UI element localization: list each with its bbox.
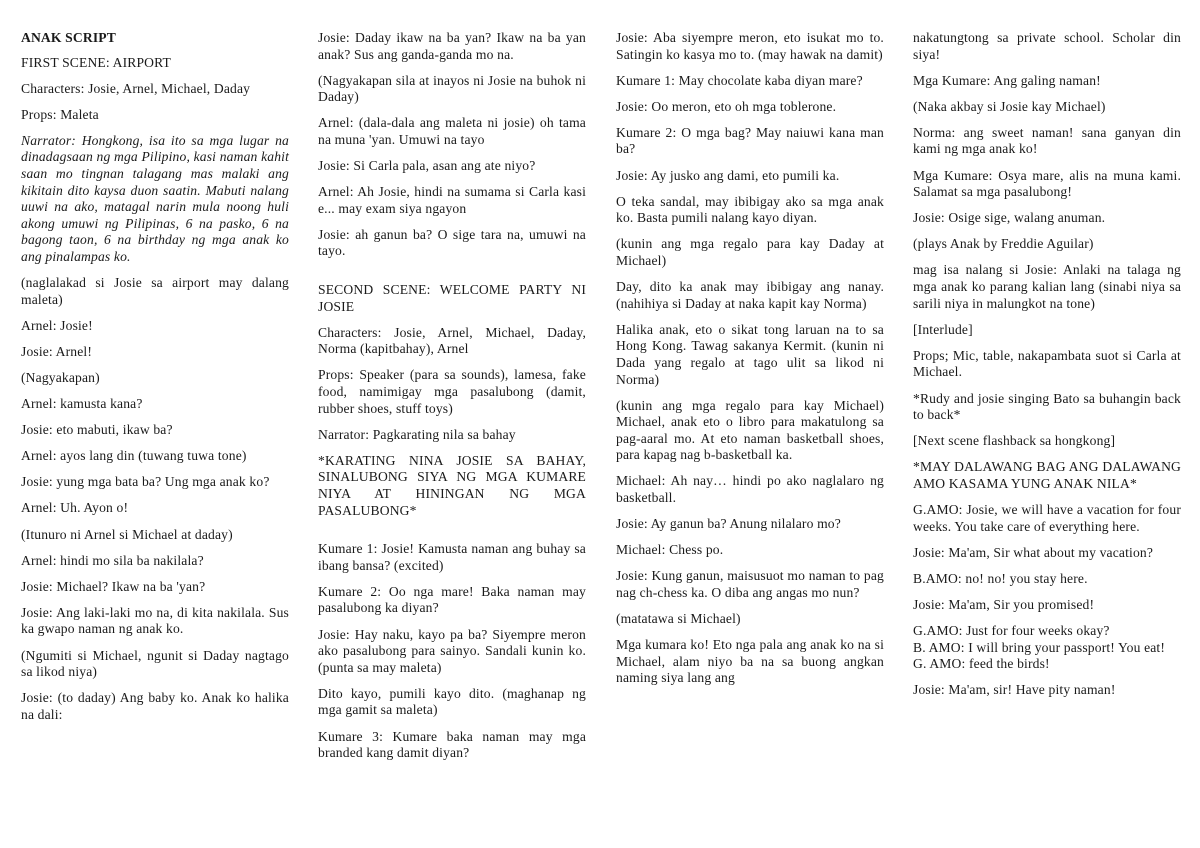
dialogue-line: nakatungtong sa private school. Scholar din siya! xyxy=(913,30,1181,62)
dialogue-line: Josie: Osige sige, walang anuman. xyxy=(913,210,1106,226)
dialogue-line: Kumare 1: May chocolate kaba diyan mare? xyxy=(616,72,863,88)
dialogue-line: Michael: Ah nay… hindi po ako naglalaro ng basketball. xyxy=(616,473,884,506)
stage-direction: (Nagyakapan sila at inayos ni Josie na buhok ni Daday) xyxy=(318,72,586,105)
dialogue-line: Josie: Ang laki-laki mo na, di kita nakilala. Sus ka gwapo naman ng anak ko. xyxy=(21,604,289,637)
dialogue-line: O teka sandal, may ibibigay ako sa mga anak ko. Basta pumili nalang kayo diyan. xyxy=(616,193,884,226)
dialogue-line: Josie: Michael? Ikaw na ba 'yan? xyxy=(21,578,206,594)
dialogue-line: Josie: Ma'am, Sir what about my vacation? xyxy=(913,544,1154,560)
dialogue-line: Kumare 2: O mga bag? May naiuwi kana man ba? xyxy=(616,124,884,157)
narrator-line: Narrator: Hongkong, isa ito sa mga lugar na dinadagsaan ng mga Pilipino, kasi naman kahit saan mo tingnan talagang mas malaki ang kikitain dito kaysa duon saatin. Mabuti nalang uuwi na ako, matagal narin mula noong huli akong umuwi ng Pilipinas, 6 na pasko, 6 na bagong taon, 6 na birthday ng mga anak ko ang pinalampas ko. xyxy=(21,132,289,265)
dialogue-line: Day, dito ka anak may ibibigay ang nanay. (nahihiya si Daday at naka kapit kay Norma) xyxy=(616,279,884,311)
stage-direction: (Nagyakapan) xyxy=(21,370,100,385)
dialogue-line: Arnel: ayos lang din (tuwang tuwa tone) xyxy=(21,448,247,464)
props-line: Props: Speaker (para sa sounds), lamesa, fake food, namimigay mga pasalubong (damit, rubber shoes, stuff toys) xyxy=(318,367,586,416)
dialogue-line: Arnel: Josie! xyxy=(21,317,93,333)
dialogue-line: Kumare 2: Oo nga mare! Baka naman may pasalubong ka diyan? xyxy=(318,583,586,616)
dialogue-line: Josie: Aba siyempre meron, eto isukat mo to. Satingin ko kasya mo to. (may hawak na damit) xyxy=(616,30,884,62)
stage-direction: (plays Anak by Freddie Aguilar) xyxy=(913,236,1094,252)
column-4 xyxy=(913,30,1181,708)
stage-direction: (Ngumiti si Michael, ngunit si Daday nagtago sa likod niya) xyxy=(21,647,289,680)
dialogue-line: Josie: Ay jusko ang dami, eto pumili ka. xyxy=(616,167,840,183)
dialogue-line: Kumare 3: Kumare baka naman may mga branded kang damit diyan? xyxy=(318,728,586,761)
stage-direction: (matatawa si Michael) xyxy=(616,611,741,627)
stage-direction: (kunin ang mga regalo para kay Daday at Michael) xyxy=(616,236,884,268)
dialogue-line: Michael: Chess po. xyxy=(616,542,724,558)
stage-direction: *MAY DALAWANG BAG ANG DALAWANG AMO KASAMA YUNG ANAK NILA* xyxy=(913,459,1181,491)
dialogue-line: Josie: ah ganun ba? O sige tara na, umuwi na tayo. xyxy=(318,226,586,259)
dialogue-line: Mga kumara ko! Eto nga pala ang anak ko na si Michael, alam niyo ba na sa buong angkan naming siya lang ang xyxy=(616,637,884,686)
dialogue-line: Dito kayo, pumili kayo dito. (maghanap ng mga gamit sa maleta) xyxy=(318,685,586,718)
dialogue-line: Josie: Ay ganun ba? Anung nilalaro mo? xyxy=(616,516,841,532)
dialogue-line: Kumare 1: Josie! Kamusta naman ang buhay sa ibang bansa? (excited) xyxy=(318,541,586,573)
document-title: ANAK SCRIPT xyxy=(21,30,116,45)
dialogue-line: (kunin ang mga regalo para kay Michael) Michael, anak eto o libro para makatulong sa pag-aaral mo. At eto naman basketball shoes, para kapag nag b-basketball ka. xyxy=(616,397,884,463)
characters-line: Characters: Josie, Arnel, Michael, Daday, Norma (kapitbahay), Arnel xyxy=(318,324,586,357)
dialogue-line: Josie: eto mabuti, ikaw ba? xyxy=(21,422,173,438)
stage-direction: (Naka akbay si Josie kay Michael) xyxy=(913,98,1106,114)
dialogue-line: Josie: Oo meron, eto oh mga toblerone. xyxy=(616,98,837,114)
column-2 xyxy=(318,30,586,771)
dialogue-line: Josie: Hay naku, kayo pa ba? Siyempre meron ako pasalubong para sainyo. Sandali kunin ko. (punta sa may maleta) xyxy=(318,626,586,675)
dialogue-line: Arnel: Uh. Ayon o! xyxy=(21,500,129,516)
dialogue-line: Arnel: (dala-dala ang maleta ni josie) oh tama na muna 'yan. Umuwi na tayo xyxy=(318,115,586,147)
dialogue-line: Josie: Ma'am, Sir you promised! xyxy=(913,596,1095,612)
scene-heading: SECOND SCENE: WELCOME PARTY NI JOSIE xyxy=(318,282,586,314)
dialogue-line: Arnel: Ah Josie, hindi na sumama si Carla kasi e... may exam siya ngayon xyxy=(318,184,586,216)
dialogue-line: Josie: (to daday) Ang baby ko. Anak ko halika na dali: xyxy=(21,690,289,722)
props-line: Props; Mic, table, nakapambata suot si Carla at Michael. xyxy=(913,347,1181,380)
dialogue-line: Josie: Daday ikaw na ba yan? Ikaw na ba yan anak? Sus ang ganda-ganda mo na. xyxy=(318,30,586,62)
dialogue-line: G.AMO: Josie, we will have a vacation for four weeks. You take care of everything here. xyxy=(913,501,1181,534)
dialogue-line: Norma: ang sweet naman! sana ganyan din kami ng mga anak ko! xyxy=(913,124,1181,157)
stage-direction: *KARATING NINA JOSIE SA BAHAY, SINALUBONG SIYA NG MGA KUMARE NIYA AT HININGAN NG MGA PASALUBONG* xyxy=(318,452,586,518)
dialogue-line: Mga Kumare: Osya mare, alis na muna kami. Salamat sa mga pasalubong! xyxy=(913,167,1181,200)
dialogue-line: Mga Kumare: Ang galing naman! xyxy=(913,72,1101,88)
section-marker: [Interlude] xyxy=(913,321,973,337)
dialogue-line: Arnel: kamusta kana? xyxy=(21,396,143,412)
stage-direction: (Itunuro ni Arnel si Michael at daday) xyxy=(21,526,233,542)
narrator-line: Narrator: Pagkarating nila sa bahay xyxy=(318,426,516,442)
column-3 xyxy=(616,30,884,696)
dialogue-line: Halika anak, eto o sikat tong laruan na to sa Hong Kong. Tawag sakanya Kermit. (kunin ni Dada yang regalo at tago ulit sa likod ni Norma) xyxy=(616,321,884,387)
stage-direction: *Rudy and josie singing Bato sa buhangin back to back* xyxy=(913,390,1181,423)
scene-heading: FIRST SCENE: AIRPORT xyxy=(21,54,171,70)
dialogue-line: G.AMO: Just for four weeks okay? xyxy=(913,622,1110,638)
dialogue-line: Josie: Arnel! xyxy=(21,343,93,359)
dialogue-line: mag isa nalang si Josie: Anlaki na talaga ng mga anak ko parang kalian lang (sinabi niya sa sarili niya in malungkot na tone) xyxy=(913,262,1181,311)
dialogue-line: Josie: Si Carla pala, asan ang ate niyo? xyxy=(318,158,536,174)
section-marker: [Next scene flashback sa hongkong] xyxy=(913,433,1116,449)
stage-direction: (naglalakad si Josie sa airport may dalang maleta) xyxy=(21,275,289,307)
dialogue-line: Josie: yung mga bata ba? Ung mga anak ko? xyxy=(21,474,270,490)
dialogue-line: Arnel: hindi mo sila ba nakilala? xyxy=(21,552,204,568)
props-line: Props: Maleta xyxy=(21,106,99,122)
dialogue-line: B.AMO: no! no! you stay here. xyxy=(913,570,1088,586)
dialogue-line: Josie: Ma'am, sir! Have pity naman! xyxy=(913,682,1116,698)
column-1 xyxy=(21,30,289,733)
dialogue-line: B. AMO: I will bring your passport! You eat! xyxy=(913,639,1166,655)
dialogue-line: G. AMO: feed the birds! xyxy=(913,656,1050,672)
dialogue-line: Josie: Kung ganun, maisusuot mo naman to pag nag ch-chess ka. O diba ang angas mo nun? xyxy=(616,568,884,600)
characters-line: Characters: Josie, Arnel, Michael, Daday xyxy=(21,80,251,96)
